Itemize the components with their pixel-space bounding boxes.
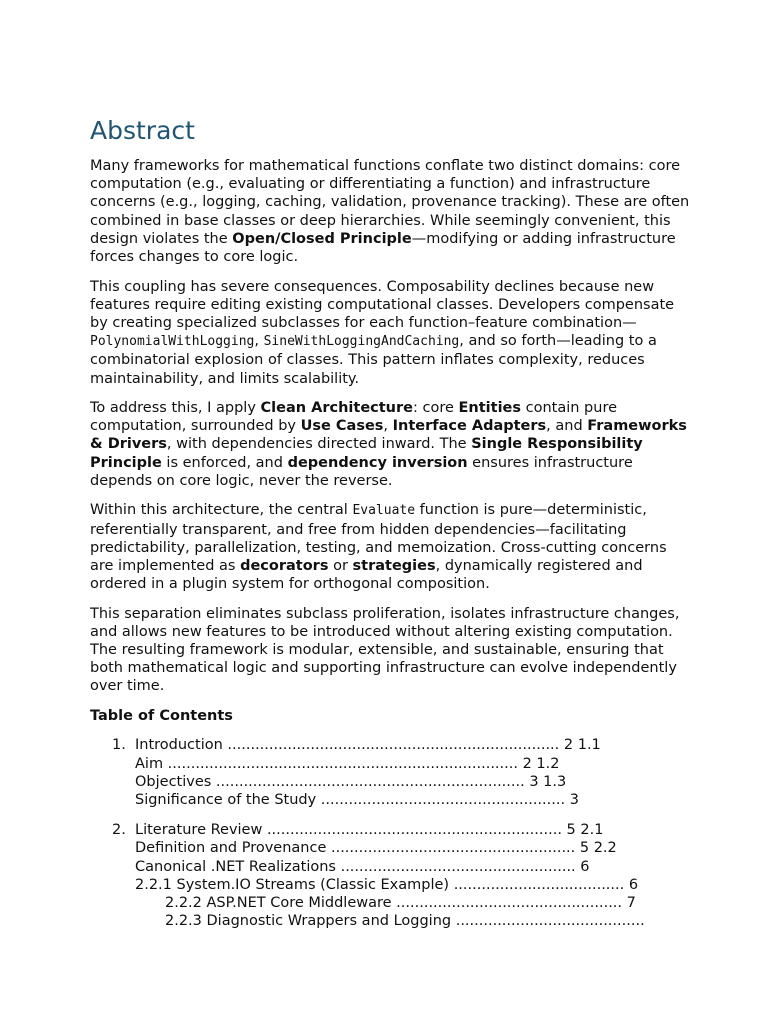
text-run: ensures infrastructure depends on core logic, never the reverse. [90, 454, 633, 489]
bold-term: Entities [458, 400, 522, 417]
abstract-paragraph [90, 501, 690, 593]
bold-term: Open/Closed Principle [232, 230, 412, 247]
text-run: To address this, I apply [90, 400, 261, 417]
text-run: Many frameworks for mathematical functions conflate two distinct domains: core computation (e.g., evaluating or differentiating a function) and infrastructure concerns (e.g., logging, caching, validation, provenance tracking). These are often combined in base classes or deep hierarchies. While seemingly convenient, this design violates the [90, 158, 690, 247]
toc-entry[interactable]: Definition and Provenance ..................................................... 5 2.2 [135, 840, 617, 857]
text-run: function is pure—deterministic, referentially transparent, and free from hidden dependencies—facilitating predictability, parallelization, testing, and memoization. Cross-cutting concerns are implemented as [90, 502, 667, 574]
bold-term: dependency inversion [287, 454, 468, 471]
toc-entry[interactable]: 2.2.3 Diagnostic Wrappers and Logging ......................................... [165, 913, 645, 930]
toc-section-number: 1. [112, 737, 126, 754]
bold-term: Use Cases [300, 418, 384, 435]
toc-section [90, 736, 690, 809]
toc-title: Table of Contents [90, 707, 233, 724]
bold-term: Interface Adapters [392, 418, 547, 435]
text-run: , with dependencies directed inward. The [166, 436, 472, 453]
text-run: , and so forth—leading to a combinatorial explosion of classes. This pattern inflates complexity, reduces maintainability, and limits scalability. [90, 333, 657, 387]
text-run: This coupling has severe consequences. Composability declines because new features require editing existing computational classes. Developers compensate by creating specialized subclasses for each function–feature combination— [90, 278, 675, 331]
abstract-paragraph [90, 278, 690, 388]
text-run: is enforced, and [161, 454, 288, 471]
toc-entry[interactable]: Aim ............................................................................ 2 1.2 [135, 755, 560, 772]
text-run: : core [413, 400, 459, 417]
text-run: , [254, 333, 264, 350]
toc-section [90, 821, 690, 930]
bold-term: Single Responsibility Principle [90, 436, 643, 471]
text-run: or [328, 557, 353, 574]
text-run: contain pure computation, surrounded by [90, 400, 618, 435]
toc-entry[interactable]: Objectives ................................................................... 3 1.3 [135, 773, 567, 790]
text-run: This separation eliminates subclass proliferation, isolates infrastructure changes, and allows new features to be introduced without altering existing computation. The resulting framework is modular, extensible, and sustainable, ensuring that both mathematical logic and supporting infrastructure can evolve independently over time. [90, 605, 680, 695]
text-run: Within this architecture, the central [90, 502, 353, 519]
abstract-paragraph [90, 605, 690, 696]
page-title: Abstract [90, 116, 195, 145]
text-run: —modifying or adding infrastructure forces changes to core logic. [90, 230, 676, 266]
text-run: , dynamically registered and ordered in a plugin system for orthogonal composition. [90, 557, 643, 593]
bold-term: decorators [240, 557, 329, 574]
code-term: Evaluate [352, 503, 416, 519]
text-run: , and [546, 418, 588, 435]
text-run: , [383, 418, 393, 435]
bold-term: Frameworks & Drivers [90, 418, 687, 453]
bold-term: Clean Architecture [260, 400, 413, 417]
code-term: SineWithLoggingAndCaching [263, 334, 460, 350]
toc-entry[interactable]: Literature Review ................................................................ 5 2.1 [135, 822, 604, 839]
document-body [90, 157, 690, 943]
toc-entry[interactable]: 2.2.2 ASP.NET Core Middleware ................................................. 7 [165, 895, 636, 912]
toc-entry[interactable]: Significance of the Study ..................................................... 3 [135, 792, 579, 809]
abstract-paragraph [90, 399, 690, 490]
toc-entry[interactable]: Introduction ........................................................................ 2 1.1 [135, 737, 601, 754]
toc-section-number: 2. [112, 822, 126, 839]
abstract-paragraph [90, 157, 690, 266]
toc-entry[interactable]: 2.2.1 System.IO Streams (Classic Example) ..................................... 6 [135, 876, 639, 893]
bold-term: strategies [352, 557, 436, 574]
code-term: PolynomialWithLogging [90, 334, 255, 350]
toc-entry[interactable]: Canonical .NET Realizations ................................................... 6 [135, 858, 590, 875]
